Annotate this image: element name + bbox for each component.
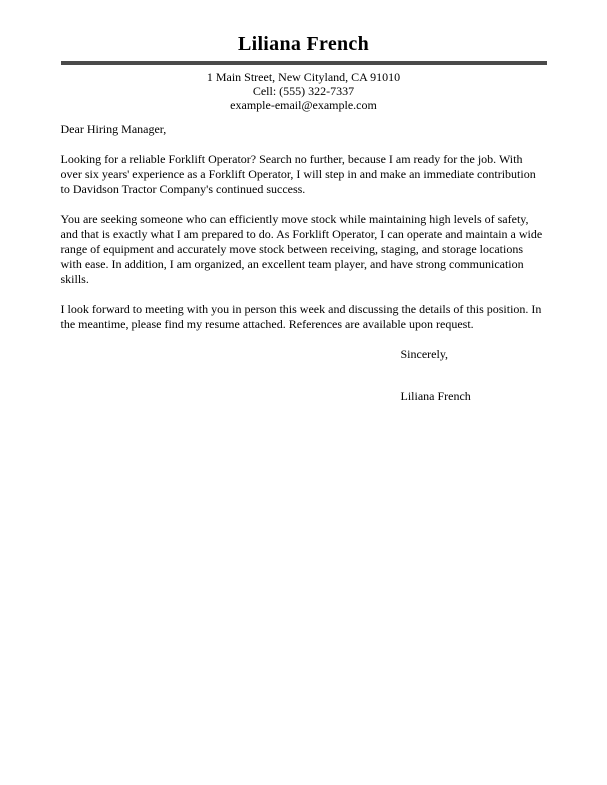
- signature-name: Liliana French: [400, 389, 471, 403]
- body-paragraph-1: Looking for a reliable Forklift Operator? Search no further, because I am ready for the job. With over six years' experience as a Forklift Operator, I will step in and make an immediate contribution to Davidson Tractor Company's continued success.: [60, 152, 536, 196]
- contact-block: [0, 70, 607, 112]
- salutation: Dear Hiring Manager,: [60, 122, 167, 136]
- letter-header: [0, 0, 607, 112]
- contact-email: example-email@example.com: [230, 98, 377, 112]
- body-paragraph-2: You are seeking someone who can efficiently move stock while maintaining high levels of safety, and that is exactly what I am prepared to do. As Forklift Operator, I can operate and maintain a wide range of equipment and accurately move stock between receiving, staging, and storage locations with ease. In addition, I am organized, an excellent team player, and have strong communication skills.: [60, 212, 543, 286]
- applicant-name-heading: Liliana French: [237, 33, 370, 55]
- valediction: Sincerely,: [400, 347, 449, 361]
- body-paragraph-3: I look forward to meeting with you in person this week and discussing the details of this position. In the meantime, please find my resume attached. References are available upon request.: [60, 302, 542, 331]
- contact-address: 1 Main Street, New Cityland, CA 91010: [206, 70, 401, 84]
- letter-body: [61, 122, 547, 404]
- contact-cell-phone: Cell: (555) 322-7337: [252, 84, 355, 98]
- header-double-rule: [61, 61, 547, 65]
- closing-block: [401, 347, 547, 404]
